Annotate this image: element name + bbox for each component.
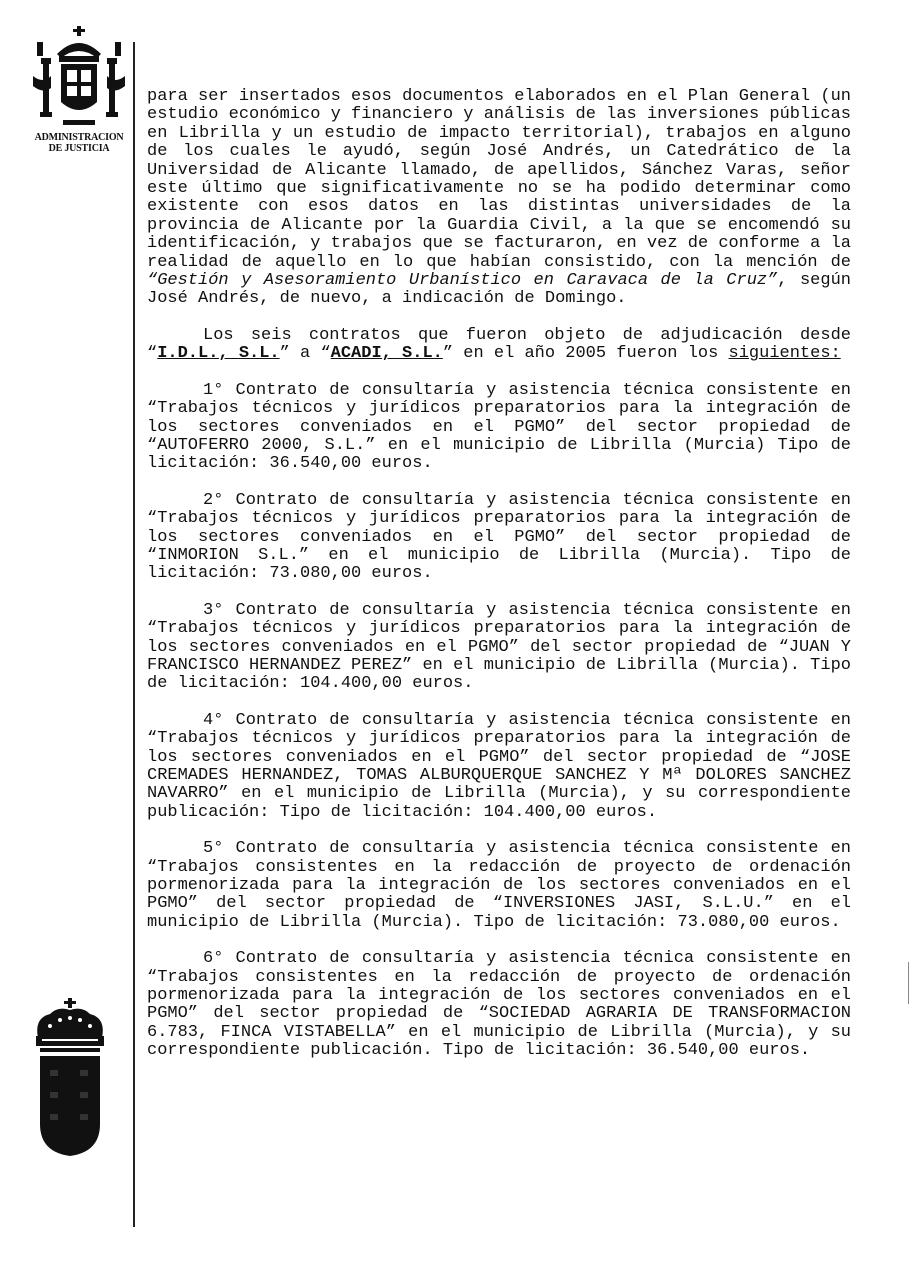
crest-caption-line2: DE JUSTICIA [48, 143, 110, 154]
company-idl: I.D.L., S.L. [157, 344, 280, 364]
contract-item: 4° Contrato de consultaría y asistencia técnica consistente en “Trabajos técnicos y jurídicos preparatorios para la integración de los sectores conveniados en el PGMO” del sector propiedad de “JOSE CREMADES HERNANDEZ, TOMAS ALBURQUERQUE SANCHEZ Y Mª DOLORES SANCHEZ NAVARRO” en el municipio de Librilla (Murcia), y su correspondiente publicación: Tipo de licitación: 104.400,00 euros. [147, 710, 851, 822]
contract-item: 6° Contrato de consultaría y asistencia técnica consistente en “Trabajos consistentes en la redacción de proyecto de ordenación pormenorizada para la integración de los sectores conveniados en el PGMO” del sector propiedad de “SOCIEDAD AGRARIA DE TRANSFORMACION 6.783, FINCA VISTABELLA” en el municipio de Librilla (Murcia), y su correspondiente publicación. Tipo de licitación: 36.540,00 euros. [147, 949, 851, 1061]
company-acadi: ACADI, S.L. [330, 344, 443, 364]
contract-item: 3° Contrato de consultaría y asistencia técnica consistente en “Trabajos técnicos y jurídicos preparatorios para la integración de los sectores conveniados en el PGMO” del sector propiedad de “JUAN Y FRANCISCO HERNANDEZ PEREZ” en el municipio de Librilla (Murcia). Tipo de licitación: 104.400,00 euros. [147, 600, 851, 694]
scan-mark [908, 962, 909, 1004]
paragraph-intro: para ser insertados esos documentos elaborados en el Plan General (un estudio económico y financiero y análisis de las inversiones públicas en Librilla y un estudio de impacto territorial), trabajos en alguno de los cuales le ayudó, según José Andrés, un Catedrático de la Universidad de Alicante llamado, de apellidos, Sánchez Varas, señor este último que significativamente no se ha podido determinar como existente con esos datos en las distintas universidades de la provincia de Alicante por la Guardia Civil, a la que se encomendó su identificación, y trabajos que se facturaron, en vez de conforme a la realidad de aquello en lo que habían consistido, con la mención de “Gestión y Asesoramiento Urbanístico en Caravaca de la Cruz”, según José Andrés, de nuevo, a indicación de Domingo. [147, 87, 851, 309]
contract-item: 1° Contrato de consultaría y asistencia técnica consistente en “Trabajos técnicos y jurídicos preparatorios para la integración de los sectores conveniados en el PGMO” del sector propiedad de “AUTOFERRO 2000, S.L.” en el municipio de Librilla (Murcia) Tipo de licitación: 36.540,00 euros. [147, 380, 851, 474]
margin-rule [133, 42, 135, 1227]
spain-coat-of-arms-icon [27, 24, 131, 130]
contract-item: 5° Contrato de consultaría y asistencia técnica consistente en “Trabajos consistentes en la redacción de proyecto de ordenación pormenorizada para la integración de los sectores conveniados en el PGMO” del sector propiedad de “INVERSIONES JASI, S.L.U.” en el municipio de Librilla (Murcia). Tipo de licitación: 73.080,00 euros. [147, 839, 851, 932]
document-body [147, 88, 851, 1061]
justice-crest [24, 24, 134, 154]
paragraph-contracts-intro: Los seis contratos que fueron objeto de adjudicación desde “I.D.L., S.L.” a “ACADI, S.L.” en el año 2005 fueron los siguientes: [147, 325, 851, 364]
crest-caption-line1: ADMINISTRACION [34, 132, 124, 143]
murcia-coat-of-arms-icon [28, 996, 112, 1158]
murcia-crest [28, 996, 112, 1163]
italic-quote: “Gestión y Asesoramiento Urbanístico en Caravaca de la Cruz” [147, 271, 778, 291]
contract-item: 2° Contrato de consultaría y asistencia técnica consistente en “Trabajos técnicos y jurídicos preparatorios para la integración de los sectores conveniados en el PGMO” del sector propiedad de “INMORION S.L.” en el municipio de Librilla (Murcia). Tipo de licitación: 73.080,00 euros. [147, 490, 851, 584]
